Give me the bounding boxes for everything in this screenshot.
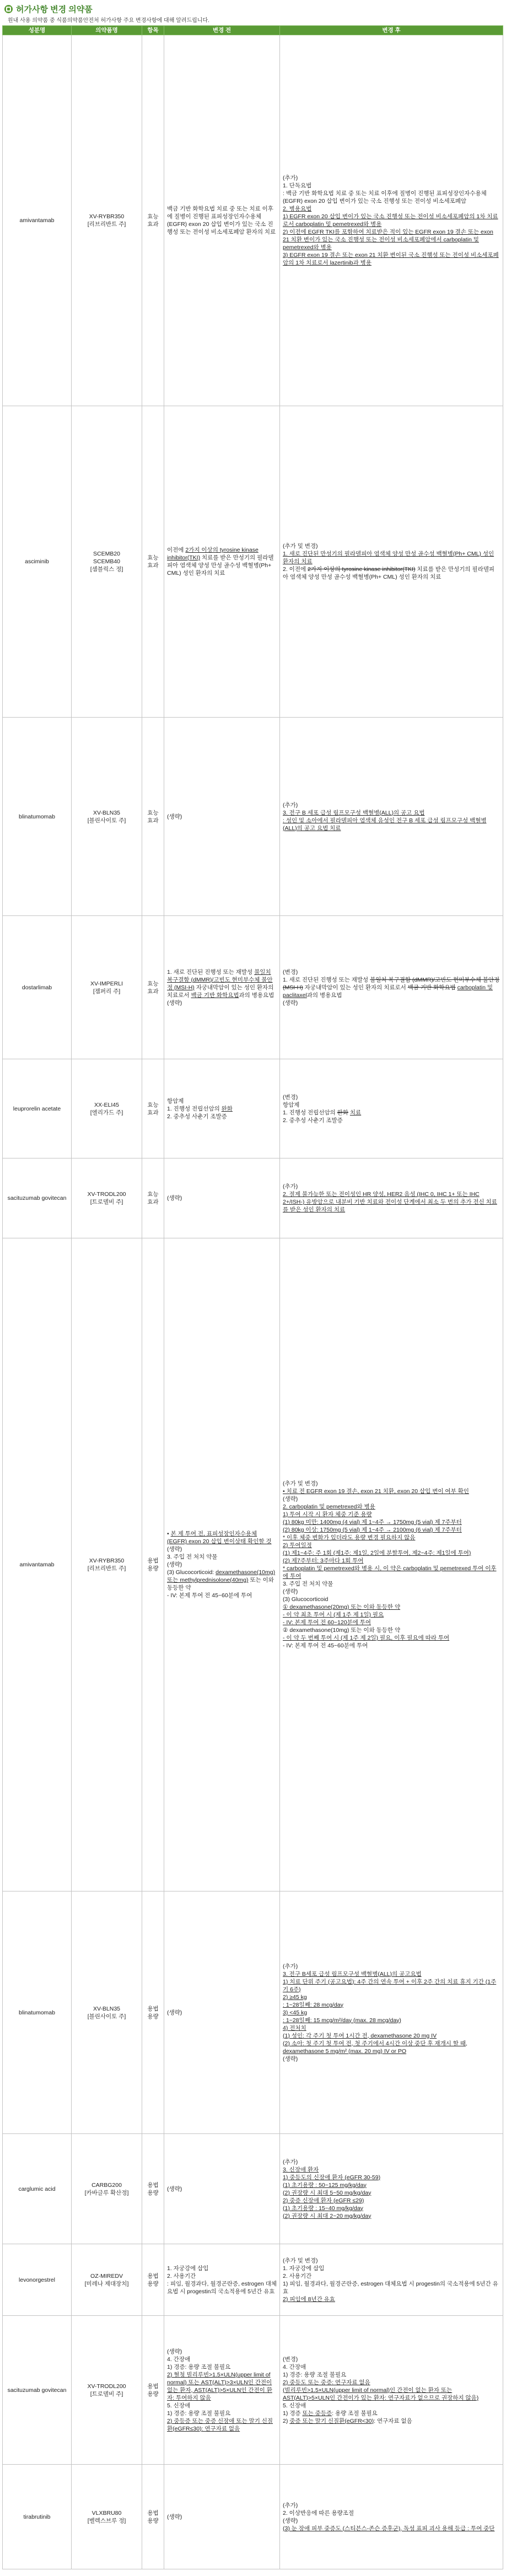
before-change-cell — [164, 2134, 280, 2244]
text-segment: 치료를 받은 만성기의 필라델피아 염색체 양성 만성 골수성 백혈병(Ph+ CML) 성인 환자의 치료 — [167, 554, 274, 576]
drug-name-cell — [72, 2316, 142, 2465]
text-line — [283, 1109, 500, 1117]
text-line: 2) 혈청 빌리루빈>1.5×ULN(upper limit of normal) 또는 AST(ALT)>3×ULN인 간전이 없는 환자, AST(ALT)>5×ULN인 간전이 환자: 투여하지 않음 — [167, 2371, 272, 2401]
ingredient-cell — [3, 718, 72, 916]
text-line: 2. 사용기간 — [167, 2272, 196, 2279]
text-line: 2) 중증 신장애 환자 (eGFR ≤29) — [283, 2197, 364, 2204]
text-line: (생략) — [167, 2348, 182, 2355]
text-segment: : 연구자료 없음 — [374, 2417, 412, 2424]
text-line: 2. 중추성 사춘기 조발증 — [167, 1113, 227, 1120]
drug-name-cell — [72, 718, 142, 916]
text-line: : 1~28일째: 15 mcg/m²/day (max. 28 mcg/day) — [283, 2017, 401, 2024]
text-segment: 불일치 복구결함 (dMMR)/고빈도 현미부수체 불안정 (MSI-H) — [283, 976, 500, 991]
drug-name-cell — [72, 2244, 142, 2316]
drug-code: XV-TRODL200 — [87, 1191, 126, 1198]
column-header-drug-name: 의약품명 — [72, 26, 142, 35]
category-cell: 용법용량 — [142, 1238, 164, 1891]
table-row — [3, 916, 503, 1059]
text-line: (추가) — [283, 175, 298, 181]
text-line: (2) 제7주부터: 3주마다 1회 투여 — [283, 1558, 364, 1564]
after-change-cell — [280, 406, 503, 718]
category-cell: 용법용량 — [142, 1891, 164, 2134]
before-change-cell — [164, 916, 280, 1059]
text-line: 2) 중등도 또는 중증: 연구자료 없음 — [283, 2379, 370, 2386]
page-subtitle: 원내 사용 의약품 중 식품의약품안전처 허가사항 주요 변경사항에 대해 알려드립니다. — [8, 18, 209, 24]
text-line: (3) 눈 장애 피부 중증도 (스티븐스-존슨 증후군), 독성 표피 괴사 용해 등급 : 투여 중단 — [283, 2525, 495, 2532]
drug-brand-name: [리브리반트 주] — [87, 221, 126, 228]
category-cell: 효능효과 — [142, 1059, 164, 1158]
text-line: : 1~28일째: 28 mcg/day — [283, 2001, 343, 2008]
text-line: (추가 및 변경) — [283, 543, 318, 549]
ingredient-name: blinatumomab — [19, 813, 55, 820]
drug-code: XV-IMPERLI — [90, 980, 123, 987]
drug-brand-name: [트로델비 주] — [90, 1199, 123, 1205]
category-cell: 용법용량 — [142, 2465, 164, 2569]
ingredient-name: blinatumomab — [19, 2009, 55, 2016]
text-line: (변경) — [283, 968, 298, 976]
before-change-cell — [164, 1158, 280, 1238]
text-line: 백금 기반 화학요법 치료 중 또는 치료 이후에 질병이 진행된 표피성장인자수용체(EGFR) exon 20 삽입 변이가 있는 국소 진행성 또는 전이성 비소세포폐암 환자의 치료 — [167, 206, 276, 235]
drug-code: VLXBRU80 — [91, 2509, 122, 2516]
text-segment: 자궁내막암이 있는 성인 환자의 치료로서 — [303, 984, 408, 991]
text-line: 3) <45 kg — [283, 2009, 308, 2016]
drug-name-cell — [72, 35, 142, 406]
text-segment: 1. 새로 진단된 진행성 또는 재발성 — [167, 968, 255, 976]
text-segment: • — [167, 1530, 171, 1537]
after-change-cell — [280, 1238, 503, 1891]
ingredient-name: levonorgestrel — [19, 2276, 55, 2283]
after-change-cell — [280, 718, 503, 916]
table-row — [3, 1059, 503, 1158]
text-segment: dexamethasone(10mg) 또는 methylprednisolone(40mg) — [167, 1569, 276, 1583]
drug-name-cell — [72, 406, 142, 718]
after-change-cell — [280, 1891, 503, 2134]
text-line: (2) 권장량 시 최대 5~50 mg/kg/day — [283, 2189, 372, 2196]
before-change-cell — [164, 1891, 280, 2134]
before-change-cell — [164, 2244, 280, 2316]
table-row — [3, 2465, 503, 2569]
text-line: 2) 이전에 EGFR TKI를 포함하여 치료받은 적이 있는 EGFR exon 19 결손 또는 exon 21 치환 변이가 있는 국소 진행성 또는 전이성 비소세포폐암에서 carboplatin 및 pemetrexed와 병용 — [283, 229, 493, 251]
text-line: 3. 주입 전 처치 약물 — [167, 1554, 218, 1560]
text-line: (1) 성인: 각 주기 첫 투여 1시간 전, dexamethasone 20 mg IV — [283, 2032, 437, 2039]
drug-name-cell — [72, 916, 142, 1059]
text-line — [167, 968, 277, 999]
text-line: (생략) — [167, 999, 182, 1006]
drug-code: XV-BLN35 — [93, 2005, 121, 2012]
drug-brand-name: [블린사이토 주] — [87, 817, 126, 824]
ingredient-name: carglumic acid — [18, 2185, 56, 2192]
text-line: - 이 약 최초 투여 시 (제 1주 제 1일) 필요 — [283, 1612, 384, 1618]
drug-name-cell — [72, 1238, 142, 1891]
before-change-cell — [164, 1238, 280, 1891]
text-line: 항암제 — [167, 1097, 184, 1104]
text-line: (추가 및 변경) — [283, 1480, 318, 1487]
text-line: : 백금 기반 화학요법 치료 중 또는 치료 이후에 질병이 진행된 표피성장인자수용체(EGFR) exon 20 삽입 변이가 있는 국소 진행성 또는 전이성 비소세포폐암 — [283, 190, 487, 204]
ingredient-cell — [3, 2134, 72, 2244]
after-change-cell — [280, 916, 503, 1059]
table-row — [3, 406, 503, 718]
ingredient-cell — [3, 2316, 72, 2465]
text-line: 2) 피임에 8년간 유효 — [283, 2295, 335, 2303]
text-segment: 2가지 이상의 tyrosine kinase inhibitor(TKI) — [167, 547, 259, 561]
drug-brand-name: [젬퍼리 주] — [93, 988, 121, 995]
text-line: 2. 중추성 사춘기 조발증 — [283, 1117, 343, 1124]
column-header-after: 변경 후 — [280, 26, 503, 35]
text-line — [283, 976, 500, 999]
before-change-cell — [164, 2316, 280, 2465]
text-segment: : 용량 조절 불필요 — [332, 2410, 378, 2417]
text-line: (추가) — [283, 801, 298, 809]
category-cell: 효능효과 — [142, 1158, 164, 1238]
text-line — [167, 1569, 277, 1592]
text-segment: 2. 이전에 — [283, 566, 308, 573]
table-header-row — [3, 26, 503, 35]
text-line: - IV: 본제 투여 전 60~120분에 투여 — [283, 1619, 372, 1626]
title-bar — [4, 3, 93, 15]
text-segment: 완화 — [221, 1105, 233, 1112]
text-line: 2) 중등증 또는 중증 신장애 또는 말기 신질환(eGFR≤30): 연구자료 없음 — [167, 2417, 273, 2432]
drug-code: XV-RYBR350 — [89, 1558, 125, 1564]
after-change-cell — [280, 1059, 503, 1158]
text-line: • 치료 전 EGFR exon 19 결손, exon 21 치환, exon 20 삽입 변이 여부 확인 — [283, 1488, 469, 1495]
table-row — [3, 2316, 503, 2465]
text-line: (2) 80kg 이상: 1750mg (5 vial) 제 1~4주 → 2100mg (6 vial) 제 7주부터 — [283, 1527, 462, 1533]
drug-code: XX-ELI45 — [94, 1101, 119, 1108]
text-line: 1) 피임, 월경과다, 월경곤란증, estrogen 대체요법 시 progestin의 국소적용에 5년간 유효 — [283, 2280, 498, 2295]
text-line: 2. 이상반응에 따른 용량조절 — [283, 2509, 354, 2516]
change-table — [2, 25, 503, 2569]
text-line: 4) 전처치 — [283, 2024, 306, 2031]
text-line: 4. 간장애 — [167, 2356, 191, 2363]
text-line: (1) 초기용량 : 15~40 mg/kg/day — [283, 2205, 363, 2212]
text-line: 1) EGFR exon 20 삽입 변이가 있는 국소 진행성 또는 전이성 비소세포폐암의 1차 치료로서 carboplatin 및 pemetrexed와 병용 — [283, 213, 498, 228]
drug-name-cell — [72, 1891, 142, 2134]
text-segment: 완화 — [337, 1109, 348, 1116]
text-line: 2) ≥45 kg — [283, 1993, 307, 2001]
text-line: 1) 중등도의 신장애 환자 (eGFR 30-59) — [283, 2174, 381, 2181]
text-line: 항암제 — [283, 1101, 300, 1108]
drug-name-cell — [72, 2134, 142, 2244]
drug-brand-name: [셈블릭스 정] — [90, 566, 123, 573]
text-line: 3. 주입 전 처치 약물 — [283, 1581, 333, 1587]
drug-code: XV-BLN35 — [93, 809, 121, 816]
text-line: 3. 전구 B세포 급성 림프모구성 백혈병(ALL)의 공고요법 — [283, 1970, 422, 1977]
text-line: (2) 권장량 시 최대 2~20 mg/kg/day — [283, 2212, 372, 2219]
text-line: 3. 전구 B 세포 급성 림프모구성 백혈병(ALL)의 공고 요법 — [283, 809, 425, 816]
text-segment: 중증 또는 말기 신질환(eGFR<30) — [289, 2417, 374, 2424]
text-line: 1. 자궁강에 삽입 — [283, 2265, 325, 2272]
text-line: (추가) — [283, 1183, 298, 1190]
category-cell: 용법용량 — [142, 2134, 164, 2244]
text-line: (변경) — [283, 2356, 298, 2363]
drug-name-cell — [72, 1059, 142, 1158]
text-line — [167, 1530, 277, 1545]
column-header-before: 변경 전 — [164, 26, 280, 35]
ingredient-cell — [3, 406, 72, 718]
column-header-ingredient: 성분명 — [3, 26, 72, 35]
text-segment: 또는 이와 동등한 약 — [167, 1577, 274, 1591]
text-line: 1) 투여 시작 시 환자 체중 기준 용량 — [283, 1511, 372, 1518]
text-line: 4. 간장애 — [283, 2363, 306, 2370]
ingredient-cell — [3, 916, 72, 1059]
column-header-category: 항목 — [142, 26, 164, 35]
text-line: 2. 사용기간 — [283, 2272, 312, 2279]
category-cell: 효능효과 — [142, 916, 164, 1059]
text-line: (생략) — [167, 1195, 182, 1201]
text-line: 3. 신장애 환자 — [283, 2166, 319, 2173]
text-line: (추가) — [283, 1963, 298, 1970]
text-line: (생략) — [167, 1561, 182, 1568]
drug-brand-name: [미레나 제대장치] — [84, 2280, 129, 2287]
text-line: 1) 경증: 용량 조절 불필요 — [283, 2371, 347, 2378]
drug-name-cell — [72, 2465, 142, 2569]
text-segment: 치료 — [349, 1109, 362, 1116]
text-line: (빌리루빈>1.5×ULN(upper limit of normal)인 간전이 없는 환자 또는 AST(ALT)>5×ULN인 간전이가 있는 환자: 연구자료가 없으므로 권장하지 않음) — [283, 2386, 479, 2401]
text-line: (생략) — [283, 2517, 298, 2524]
drug-code: SCEMB20 — [93, 551, 121, 557]
after-change-cell — [280, 2244, 503, 2316]
text-segment: 불일치 복구결함 (dMMR)/고빈도 현미부수체 불안정 (MSI-H) — [167, 968, 273, 991]
text-line — [167, 1105, 277, 1113]
text-line: 1. 단독요법 — [283, 182, 312, 189]
table-row — [3, 2134, 503, 2244]
ingredient-name: amivantamab — [19, 1561, 55, 1568]
text-line: (추가 및 변경) — [283, 2257, 318, 2264]
text-segment: 본 제 투여 전, 표피성장인자수용체(EGFR) exon 20 삽입 변이상태 확인할 것 — [167, 1530, 272, 1545]
text-segment: 2) — [283, 2417, 290, 2424]
before-change-cell — [164, 406, 280, 718]
text-line: (생략) — [283, 1588, 298, 1595]
page-title: 허가사항 변경 의약품 — [16, 5, 93, 14]
text-segment: 1. 진행성 전립선암의 — [167, 1105, 222, 1112]
category-cell: 효능효과 — [142, 406, 164, 718]
text-line — [283, 2410, 500, 2417]
after-change-cell — [280, 2465, 503, 2569]
text-line: - IV: 본제 투여 전 45~60분에 투여 — [283, 1642, 368, 1649]
ingredient-cell — [3, 35, 72, 406]
table-row — [3, 718, 503, 916]
before-change-cell — [164, 35, 280, 406]
ingredient-name: dostarlimab — [21, 984, 52, 991]
drug-code: XV-RYBR350 — [89, 213, 125, 220]
text-line: * 이후 체중 변화가 있더라도 용량 변경 필요하지 않음 — [283, 1534, 416, 1541]
text-line: 3) EGFR exon 19 결손 또는 exon 21 치환 변이된 국소 진행성 또는 전이성 비소세포폐암의 1차 치료로서 lazertinib과 병용 — [283, 252, 499, 266]
ingredient-name: sacituzumab govitecan — [7, 1195, 67, 1201]
ingredient-name: tirabrutinib — [23, 2513, 51, 2520]
category-cell: 용법용량 — [142, 2316, 164, 2465]
text-line: (3) Glucocorticoid — [283, 1596, 329, 1603]
text-line: : 피임, 월경과다, 월경곤란증, estrogen 대체요법 시 progestin의 국소적용에 5년간 유효 — [167, 2280, 277, 2295]
text-line: (추가) — [283, 2502, 298, 2509]
text-line: (추가) — [283, 2158, 298, 2165]
after-change-cell — [280, 1158, 503, 1238]
after-change-cell — [280, 2316, 503, 2465]
after-change-cell — [280, 2134, 503, 2244]
table-row — [3, 1891, 503, 2134]
text-line: 1. 새로 진단된 만성기의 필라델피아 염색체 양성 만성 골수성 백혈병(Ph+ CML) 성인 환자의 치료 — [283, 551, 494, 565]
medicine-badge-icon — [4, 5, 13, 13]
table-row — [3, 35, 503, 406]
text-line: (생략) — [167, 813, 182, 820]
text-line: - IV: 본제 투여 전 45~60분에 투여 — [167, 1592, 252, 1599]
text-line: ① dexamethasone(20mg) 또는 이와 동등한 약 — [283, 1604, 401, 1610]
ingredient-cell — [3, 1158, 72, 1238]
table-body — [3, 35, 503, 2569]
drug-code: XV-TRODL200 — [87, 2383, 126, 2390]
table-row — [3, 1158, 503, 1238]
table-row — [3, 1238, 503, 1891]
text-line: (변경) — [283, 1093, 298, 1101]
category-cell: 효능효과 — [142, 35, 164, 406]
text-line — [283, 2417, 500, 2425]
text-segment: 백금 기반 화학요법 — [191, 991, 239, 999]
drug-name-cell — [72, 1158, 142, 1238]
text-line: 1. 자궁강에 삽입 — [167, 2265, 209, 2272]
before-change-cell — [164, 2465, 280, 2569]
ingredient-name: leuprorelin acetate — [13, 1105, 61, 1112]
ingredient-name: sacituzumab govitecan — [7, 2386, 67, 2394]
text-line — [167, 546, 277, 577]
drug-brand-name: [벨렉스브루 정] — [87, 2517, 126, 2524]
ingredient-name: asciminib — [25, 558, 49, 565]
text-line: 2. carboplatin 및 pemetrexed와 병용 — [283, 1503, 375, 1510]
drug-brand-name: [트로델비 주] — [90, 2390, 123, 2397]
drug-code: SCEMB40 — [93, 558, 121, 565]
text-segment: 과의 병용요법 — [306, 991, 342, 999]
ingredient-cell — [3, 2465, 72, 2569]
drug-brand-name: [카바글루 확산정] — [84, 2189, 129, 2196]
category-cell: 효능효과 — [142, 718, 164, 916]
text-line: 2. 절제 불가능한 또는 전이성인 HR 양성, HER2 음성 (IHC 0, IHC 1+ 또는 IHC 2+/ISH-) 유방암으로 내분비 기반 치료와 전이성 단계에서 최소 두 번의 추가 전신 치료를 받은 성인 환자의 치료 — [283, 1191, 497, 1213]
drug-code: OZ-MIREDV — [90, 2272, 123, 2279]
text-line: 2) 투여일정 — [283, 1542, 312, 1549]
text-line: (생략) — [283, 1496, 298, 1502]
text-segment: (3) Glucocorticoid: — [167, 1569, 216, 1576]
drug-brand-name: [블린사이토 주] — [87, 2013, 126, 2020]
text-line: (2) 소아: 첫 주기 첫 투여 전, 첫 주기에서 4시간 이상 중단 후 재개시 할 때, dexamethasone 5 mg/m² (max. 20 mg) IV or PO — [283, 2040, 467, 2055]
text-line: (1) 80kg 미만: 1400mg (4 vial) 제 1~4주 → 1750mg (5 vial) 제 7주부터 — [283, 1519, 462, 1526]
text-line: (생략) — [283, 2055, 298, 2062]
text-line — [283, 565, 500, 581]
after-change-cell — [280, 35, 503, 406]
text-segment: 치료를 받은 만성기의 필라델피아 염색체 양성 만성 골수성 백혈병(Ph+ CML) 성인 환자의 치료 — [283, 566, 495, 580]
text-line: 1) 경증: 용량 조절 불필요 — [167, 2363, 231, 2370]
ingredient-name: amivantamab — [19, 217, 55, 224]
text-segment: carboplatin 및 paclitaxel — [283, 984, 493, 999]
drug-brand-name: [엘리가드 주] — [90, 1109, 123, 1116]
text-line: (생략) — [283, 999, 298, 1006]
before-change-cell — [164, 718, 280, 916]
text-line: (생략) — [167, 2009, 182, 2016]
ingredient-cell — [3, 1891, 72, 2134]
ingredient-cell — [3, 2244, 72, 2316]
text-segment: 이전에 — [167, 547, 186, 553]
text-segment: 2가지 이상의 tyrosine kinase inhibitor(TKI) — [308, 566, 416, 573]
text-segment: 과의 병용요법 — [239, 991, 274, 999]
text-line: (생략) — [167, 1546, 182, 1553]
drug-brand-name: [리브리반트 주] — [87, 1565, 126, 1572]
before-change-cell — [164, 1059, 280, 1158]
table-row — [3, 2244, 503, 2316]
text-segment: 또는 중등증 — [302, 2410, 332, 2417]
text-segment: 1. 진행성 전립선암의 — [283, 1109, 337, 1116]
text-line: 2. 병용요법 — [283, 206, 312, 212]
text-line: (1) 제1~4주: 주 1회 (제1주: 제1일, 2일에 분할투여, 제2~4주: 제1일에 투여) — [283, 1550, 471, 1556]
text-line: (생략) — [167, 2513, 182, 2520]
drug-code: CARBG200 — [91, 2181, 122, 2189]
text-line: 5. 신장애 — [283, 2402, 306, 2409]
text-segment: 백금 기반 화학요법 — [407, 984, 456, 991]
ingredient-cell — [3, 1238, 72, 1891]
text-segment: 자궁내막암이 있는 성인 환자의 치료로서 — [167, 984, 274, 999]
text-line: (생략) — [167, 2185, 182, 2192]
text-line: * carboplatin 및 pemetrexed와 병용 시, 이 약은 carboplatin 및 pemetrexed 투여 이후에 투여 — [283, 1565, 497, 1580]
text-line: 1) 치료 단위 주기 (공고요법): 4주 간의 연속 투여 + 이후 2주 간의 치료 휴지 기간 (1주기 6주) — [283, 1978, 497, 1993]
text-segment: 1. 새로 진단된 진행성 또는 재발성 — [283, 976, 370, 983]
text-line: 5. 신장애 — [167, 2402, 191, 2409]
text-segment: 1) 경증 — [283, 2410, 303, 2417]
category-cell: 용법용량 — [142, 2244, 164, 2316]
text-line: (1) 초기용량 : 50~125 mg/kg/day — [283, 2181, 367, 2189]
table-header — [3, 26, 503, 35]
text-line: : 성인 및 소아에서 필라델피아 염색체 음성인 전구 B 세포 급성 림프모구성 백혈병(ALL)의 공고 요법 치료 — [283, 817, 487, 832]
text-line: - 이 약 두 번째 투여 시 (제 1주 제 2일) 필요, 이후 필요에 따라 투여 — [283, 1635, 450, 1641]
ingredient-cell — [3, 1059, 72, 1158]
text-line: ② dexamethasone(10mg) 또는 이와 동등한 약 — [283, 1627, 401, 1634]
text-line: 1) 경증: 용량 조절 불필요 — [167, 2410, 231, 2417]
